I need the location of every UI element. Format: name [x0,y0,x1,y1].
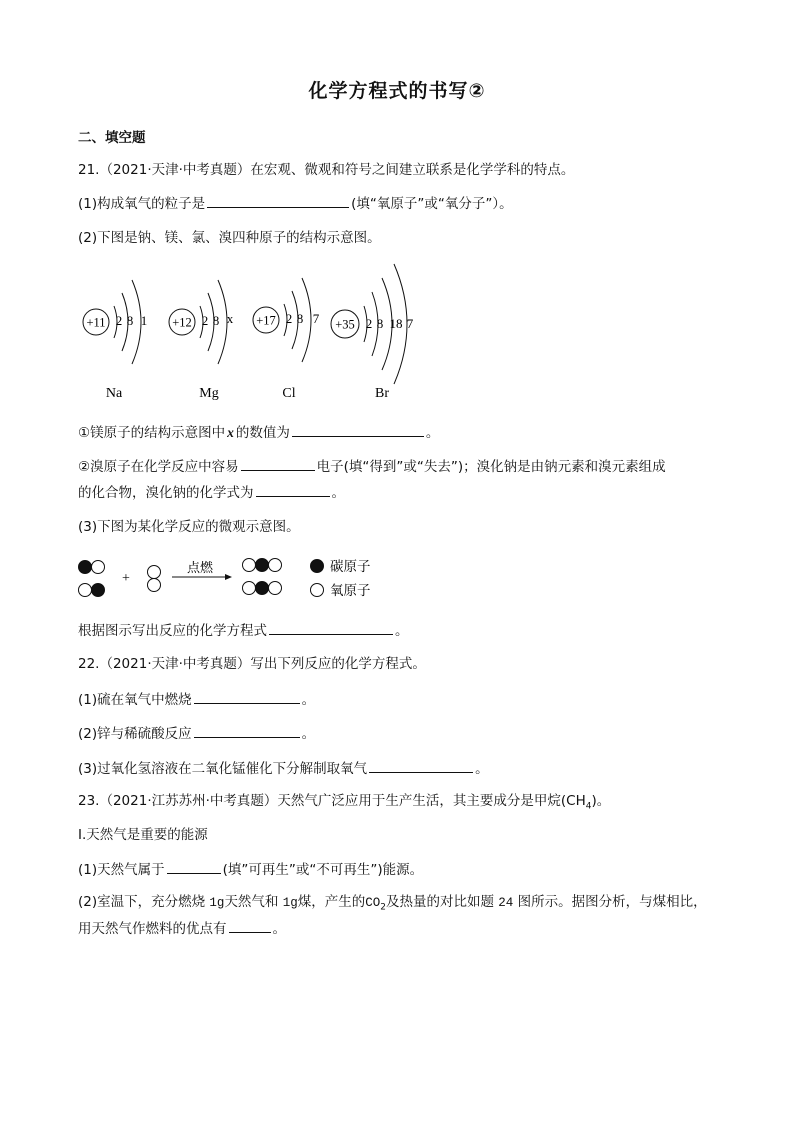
q21-answer-end: 。 [395,623,409,639]
q23-part2-sub: 2 [380,902,386,913]
legend-carbon-icon [311,560,324,573]
atom-na-nucleus: +11 [86,315,106,330]
q23-part2-seg-d: 1g [282,896,298,910]
reactant-o2-molecule [148,566,161,592]
q21-sub2-line2-end: 。 [331,485,345,501]
q22-part2-end: 。 [301,726,316,742]
atom-br-shell-3: 18 [389,316,403,331]
q23-part2-seg-b: 1g [209,896,225,910]
q23-part2-line2-text: 用天然气作燃料的优点有 [78,921,227,937]
q21-part1 [78,193,513,214]
reaction-condition: 点燃 [186,561,214,576]
q21-sub1 [78,422,439,443]
q23-part2-line2 [78,918,286,939]
atom-br-shell-2: 8 [376,316,384,331]
q21-sub1-text: ①镁原子的结构示意图中 [78,425,226,441]
atom-br [331,264,414,384]
q21-sub1-var: x [227,425,234,440]
atom-na [83,280,147,364]
legend-oxygen-label: 氧原子 [330,583,371,599]
q21-sub2-mid: 电子(填“得到”或“失去”)；溴化钠是由钠元素和溴元素组成 [316,459,666,475]
atom-cl-symbol: Cl [282,386,296,401]
q21-sub1-blank[interactable] [292,422,424,437]
q23-part2-seg-f: CO [365,896,381,910]
atom-br-shell-4: 7 [406,316,414,331]
reactant-co-molecules [79,561,105,597]
q22-part1 [78,689,315,710]
atom-structure-diagram [70,258,430,403]
q22-part3-blank[interactable] [369,758,473,773]
q21-part1-blank[interactable] [207,193,349,208]
atom-mg-nucleus: +12 [172,315,192,330]
q21-sub2-line1 [78,456,666,477]
atom-cl-nucleus: +17 [256,313,276,328]
q21-stem: 21.（2021·天津·中考真题）在宏观、微观和符号之间建立联系是化学学科的特点。 [78,162,575,178]
atom-na-shell-1: 2 [115,313,123,328]
atom-mg-shell-3: x [226,311,234,326]
q21-part2: (2)下图是钠、镁、氯、溴四种原子的结构示意图。 [78,230,381,246]
q23-part1-heading: Ⅰ.天然气是重要的能源 [78,827,208,843]
page-title: 化学方程式的书写② [308,80,486,102]
q23-part2-line2-end: 。 [272,921,286,937]
q23-part2-seg-a: (2)室温下，充分燃烧 [78,894,206,910]
product-co2-molecules [243,559,282,595]
q21-sub2-text: ②溴原子在化学反应中容易 [78,459,239,475]
q22-part3 [78,758,489,779]
q23-stem-sub: 4 [585,801,592,812]
q22-part2-blank[interactable] [194,723,300,738]
q23-part2-line1 [78,892,707,918]
reaction-diagram [74,552,394,604]
q23-stem [78,791,610,817]
atom-mg-shell-2: 8 [212,313,220,328]
section-heading: 二、填空题 [78,130,146,146]
atom-mg-shell-1: 2 [201,313,209,328]
legend-oxygen-icon [311,584,324,597]
reaction-legend [311,559,371,599]
q23-stem-end: )。 [591,793,611,809]
q23-part2-blank[interactable] [229,918,271,933]
q23-part1 [78,859,423,880]
atom-na-shell-2: 8 [126,313,134,328]
q21-answer-text: 根据图示写出反应的化学方程式 [78,623,267,639]
atom-br-shell-1: 2 [365,316,373,331]
q23-part2-seg-i: 图所示。据图分析，与煤相比， [517,894,707,910]
q21-sub1-mid: 的数值为 [235,425,290,441]
q22-part1-text: (1)硫在氧气中燃烧 [78,692,192,708]
atom-mg [169,280,234,364]
atom-cl-shell-1: 2 [285,311,293,326]
atom-cl-shell-3: 7 [312,311,320,326]
q21-sub2-line2-text: 的化合物，溴化钠的化学式为 [78,485,254,501]
q21-part1-hint: (填“氧原子”或“氧分子”）。 [351,196,513,212]
q21-answer-blank[interactable] [269,620,393,635]
q23-part2-seg-e: 煤，产生的 [297,894,366,910]
atom-cl [253,278,320,362]
q22-part3-end: 。 [475,761,489,777]
reaction-plus: + [122,571,130,586]
q22-part1-blank[interactable] [194,689,300,704]
q22-part2-text: (2)锌与稀硫酸反应 [78,726,192,742]
atom-na-symbol: Na [105,386,123,401]
q23-part2-seg-h: 24 [498,896,514,910]
q23-part1-text: (1)天然气属于 [78,862,165,878]
q22-part1-end: 。 [301,692,316,708]
q21-answer [78,620,409,641]
q23-part2-seg-g: 及热量的对比如题 [386,894,494,910]
q21-sub1-end: 。 [425,425,440,441]
q22-part2 [78,723,315,744]
q23-part1-blank[interactable] [167,859,221,874]
atom-cl-shell-2: 8 [296,311,304,326]
q23-part1-hint: (填”可再生”或“不可再生”)能源。 [222,862,424,878]
legend-carbon-label: 碳原子 [330,559,371,575]
atom-br-nucleus: +35 [335,317,355,332]
q21-sub2-blank-2[interactable] [256,482,330,497]
atom-na-shell-3: 1 [140,313,148,328]
q22-stem: 22.（2021·天津·中考真题）写出下列反应的化学方程式。 [78,656,426,672]
q21-sub2-line2 [78,482,345,503]
atom-br-symbol: Br [375,386,389,401]
q23-stem-text: 23.（2021·江苏苏州·中考真题）天然气广泛应用于生产生活，其主要成分是甲烷(CH [78,793,586,809]
q21-sub2-blank-1[interactable] [241,456,315,471]
atom-mg-symbol: Mg [199,386,219,401]
q21-part1-text: (1)构成氧气的粒子是 [78,196,206,212]
q23-part2-seg-c: 天然气和 [224,894,279,910]
q21-part3: (3)下图为某化学反应的微观示意图。 [78,519,300,535]
q22-part3-text: (3)过氧化氢溶液在二氧化锰催化下分解制取氧气 [78,761,368,777]
